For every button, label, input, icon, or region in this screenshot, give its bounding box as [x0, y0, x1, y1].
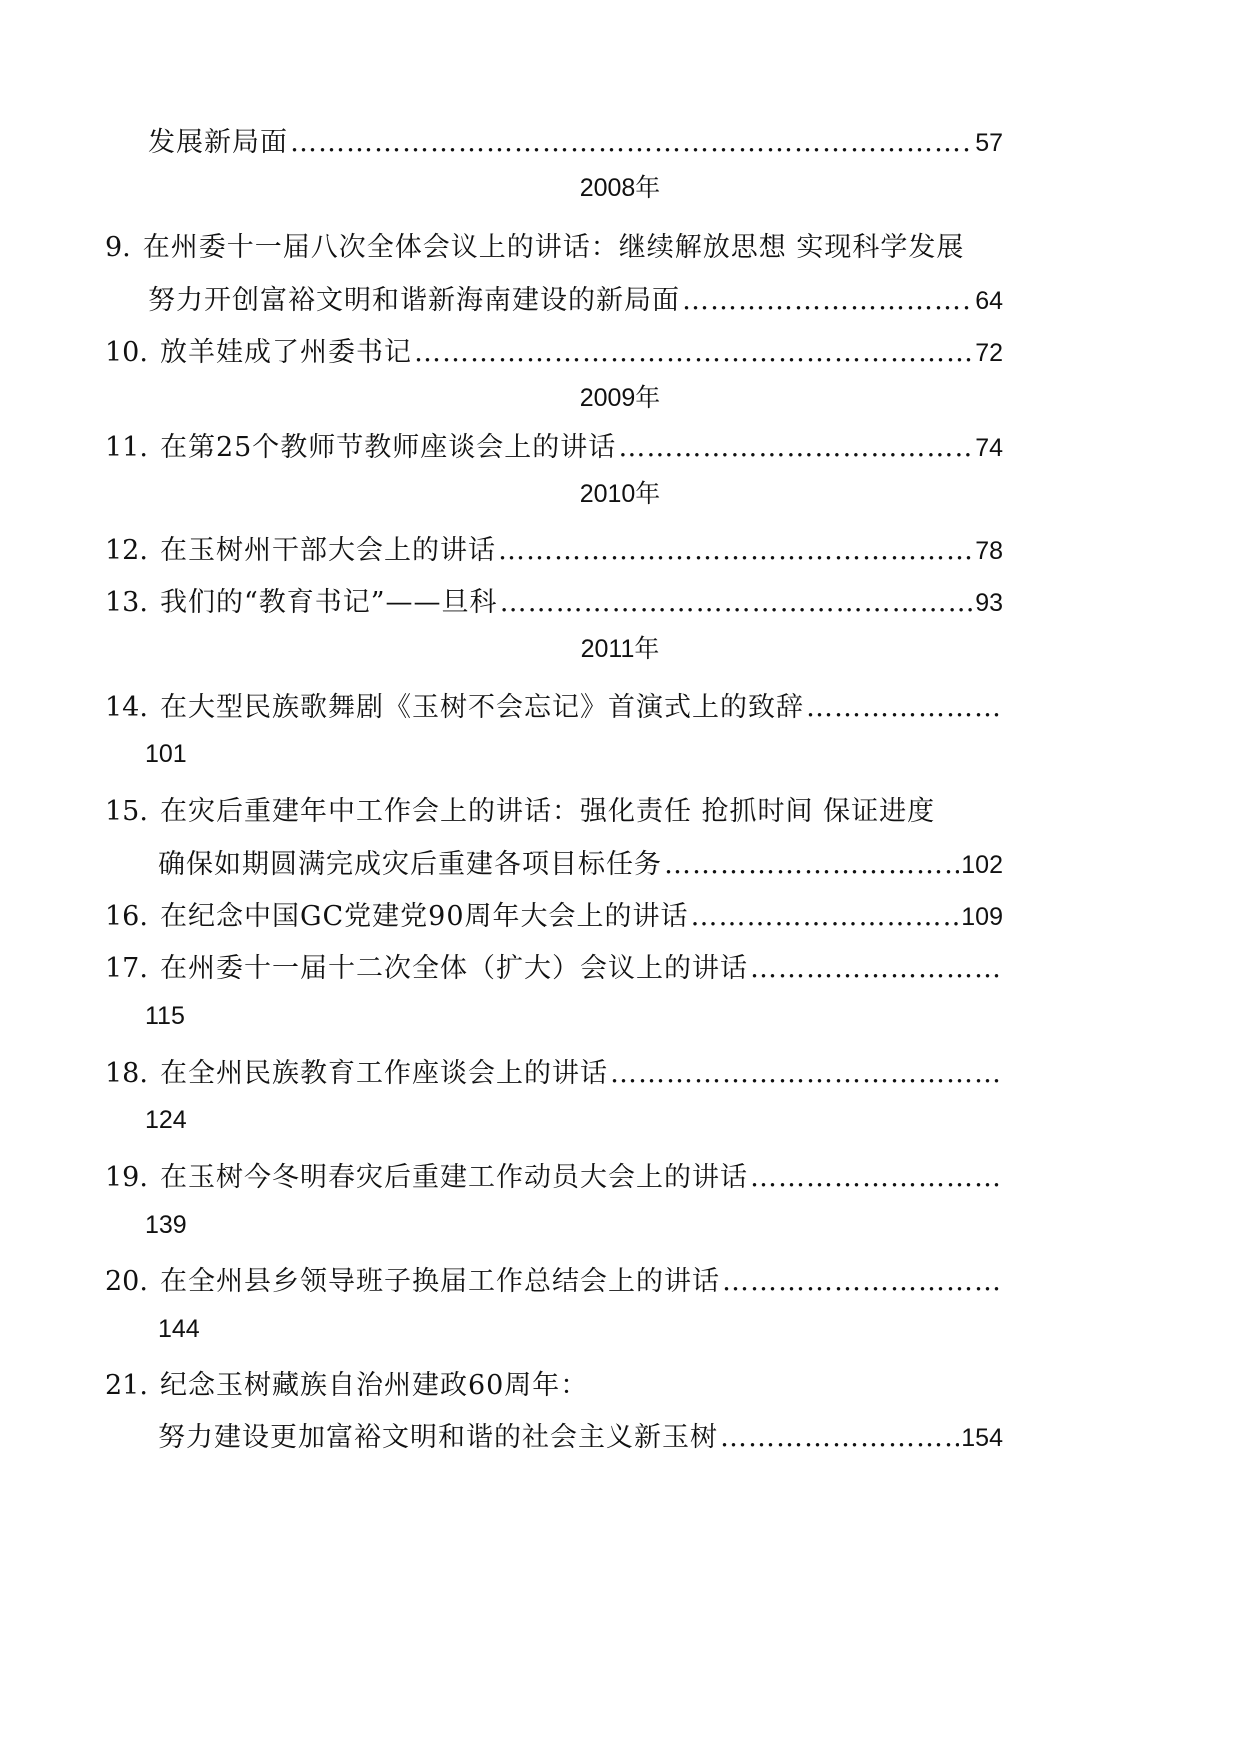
toc-page-number: 93 — [975, 589, 1003, 617]
year-heading-2011: 2011年 — [580, 635, 660, 663]
toc-page-number: 72 — [975, 339, 1003, 367]
toc-entry-19 — [105, 1145, 1003, 1195]
toc-page-number: 57 — [975, 129, 1003, 157]
toc-page-number: 124 — [145, 1106, 187, 1134]
toc-entry-number: 19. — [105, 1162, 148, 1193]
toc-entry-number: 13. — [105, 587, 148, 618]
toc-page-number: 109 — [961, 903, 1003, 931]
toc-entry-title: 在第25个教师节教师座谈会上的讲话 — [159, 432, 617, 463]
toc-entry-title: 在州委十一届八次全体会议上的讲话：继续解放思想 实现科学发展 — [142, 232, 965, 263]
toc-entry-title-continued: 确保如期圆满完成灾后重建各项目标任务 — [158, 849, 662, 880]
toc-entry-11 — [105, 415, 1003, 465]
toc-entry-title: 在灾后重建年中工作会上的讲话：强化责任 抢抓时间 保证进度 — [159, 796, 936, 827]
toc-entry-15 — [105, 779, 1005, 829]
toc-page-number: 102 — [961, 851, 1003, 879]
toc-entry-title: 发展新局面 — [148, 127, 288, 158]
toc-page-number: 139 — [145, 1211, 187, 1239]
dot-leader — [691, 900, 960, 934]
toc-page-number: 144 — [158, 1315, 200, 1343]
toc-entry-21 — [105, 1353, 1005, 1403]
year-heading-2010: 2010年 — [579, 480, 661, 508]
toc-entry-title: 在纪念中国GC党建党90周年大会上的讲话 — [159, 901, 689, 932]
dot-leader — [750, 952, 1001, 986]
dot-leader — [414, 336, 973, 370]
dot-leader — [290, 126, 973, 160]
year-heading-2009: 2009年 — [579, 384, 661, 412]
toc-entry-title: 在玉树今冬明春灾后重建工作动员大会上的讲话 — [159, 1162, 748, 1193]
toc-entry-18 — [105, 1041, 1003, 1091]
toc-entry-number: 12. — [105, 535, 148, 566]
toc-entry-12 — [105, 518, 1003, 568]
toc-entry-number: 20. — [105, 1266, 148, 1297]
toc-entry-13 — [105, 570, 1003, 620]
toc-page-number: 115 — [145, 1002, 185, 1030]
toc-entry-title: 放羊娃成了州委书记 — [159, 337, 412, 368]
toc-entry-number: 18. — [105, 1058, 148, 1089]
toc-entry-21-line2 — [158, 1405, 1003, 1455]
dot-leader — [720, 1421, 959, 1455]
toc-entry-number: 10. — [105, 337, 148, 368]
toc-entry-title: 在州委十一届十二次全体（扩大）会议上的讲话 — [159, 953, 748, 984]
toc-entry-8-continuation — [148, 110, 1003, 160]
toc-entry-9-line2 — [148, 268, 1003, 318]
toc-entry-number: 11. — [105, 432, 148, 463]
toc-entry-title: 在全州县乡领导班子换届工作总结会上的讲话 — [159, 1266, 720, 1297]
dot-leader — [664, 848, 959, 882]
dot-leader — [750, 1161, 1001, 1195]
dot-leader — [500, 586, 974, 620]
toc-entry-9 — [105, 215, 1005, 265]
dot-leader — [806, 691, 1001, 725]
toc-entry-14 — [105, 675, 1003, 725]
toc-entry-number: 9. — [105, 232, 131, 263]
toc-entry-number: 15. — [105, 796, 148, 827]
toc-entry-title-continued: 努力建设更加富裕文明和谐的社会主义新玉树 — [158, 1422, 718, 1453]
toc-entry-title: 在全州民族教育工作座谈会上的讲话 — [159, 1058, 608, 1089]
dot-leader — [610, 1057, 1001, 1091]
toc-entry-title: 在大型民族歌舞剧《玉树不会忘记》首演式上的致辞 — [159, 692, 804, 723]
dot-leader — [682, 284, 973, 318]
toc-page-number: 74 — [975, 434, 1003, 462]
dot-leader — [498, 534, 973, 568]
toc-entry-number: 14. — [105, 692, 148, 723]
toc-entry-17 — [105, 936, 1003, 986]
toc-entry-16 — [105, 884, 1003, 934]
toc-entry-title: 我们的“教育书记”——旦科 — [159, 587, 498, 618]
toc-page-number: 78 — [975, 537, 1003, 565]
toc-entry-15-line2 — [158, 832, 1003, 882]
dot-leader — [722, 1265, 1001, 1299]
toc-entry-title: 在玉树州干部大会上的讲话 — [159, 535, 496, 566]
toc-entry-number: 21. — [105, 1370, 148, 1401]
toc-entry-title: 纪念玉树藏族自治州建政60周年： — [159, 1370, 589, 1401]
dot-leader — [618, 431, 973, 465]
toc-entry-20 — [105, 1249, 1003, 1299]
toc-page-number: 101 — [145, 740, 187, 768]
toc-entry-title-continued: 努力开创富裕文明和谐新海南建设的新局面 — [148, 285, 680, 316]
toc-entry-10 — [105, 320, 1003, 370]
toc-page-number: 64 — [975, 287, 1003, 315]
year-heading-2008: 2008年 — [579, 174, 661, 202]
toc-entry-number: 16. — [105, 901, 148, 932]
toc-page-number: 154 — [961, 1424, 1003, 1452]
toc-entry-number: 17. — [105, 953, 148, 984]
